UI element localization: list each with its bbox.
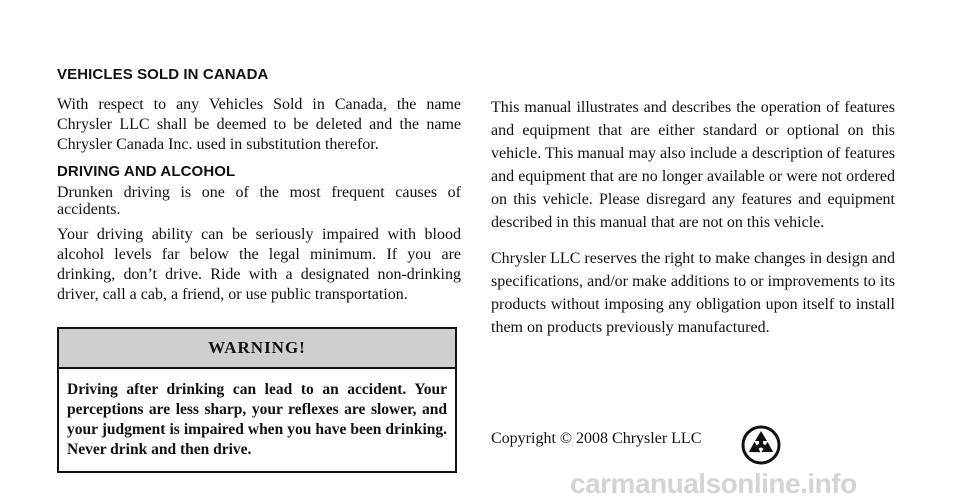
paragraph-drunken-driving: Drunken driving is one of the most frequent causes of accidents. (57, 184, 461, 218)
paragraph-driving-ability: Your driving ability can be seriously impaired with blood alcohol levels far below the legal minimum. If you are drinking, don’t drive. Ride with a designated non-drinking driver, call a cab, a friend, or use public transportation. (57, 226, 461, 303)
warning-box (57, 327, 457, 473)
left-column (57, 66, 461, 473)
watermark-text: carmanualsonline.info (570, 468, 857, 499)
warning-body: Driving after drinking can lead to an accident. Your perceptions are less sharp, your reflexes are slower, and your judgment is impaired when you have been drinking. Never drink and then drive. (67, 381, 447, 458)
warning-title: WARNING! (59, 329, 455, 369)
paragraph-canada: With respect to any Vehicles Sold in Canada, the name Chrysler LLC shall be deemed to be deleted and the name Chrysler Canada Inc. used in substitution therefor. (57, 96, 461, 153)
recycle-icon (740, 424, 782, 466)
copyright-notice: Copyright © 2008 Chrysler LLC (491, 430, 702, 447)
heading-vehicles-sold-in-canada: VEHICLES SOLD IN CANADA (57, 66, 269, 83)
heading-driving-and-alcohol: DRIVING AND ALCOHOL (57, 163, 236, 180)
paragraph-manual-description: This manual illustrates and describes the operation of features and equipment that are either standard or optional on this vehicle. This manual may also include a description of features and equipment that are no longer available or were not ordered on this vehicle. Please disregard any features and equipment described in this manual that are not on this vehicle. (491, 99, 896, 231)
right-column (491, 96, 895, 339)
paragraph-reserved-rights: Chrysler LLC reserves the right to make changes in design and specifications, and/or make additions to or improvements to its products without imposing any obligation upon itself to install them on products previously manufactured. (491, 250, 895, 336)
